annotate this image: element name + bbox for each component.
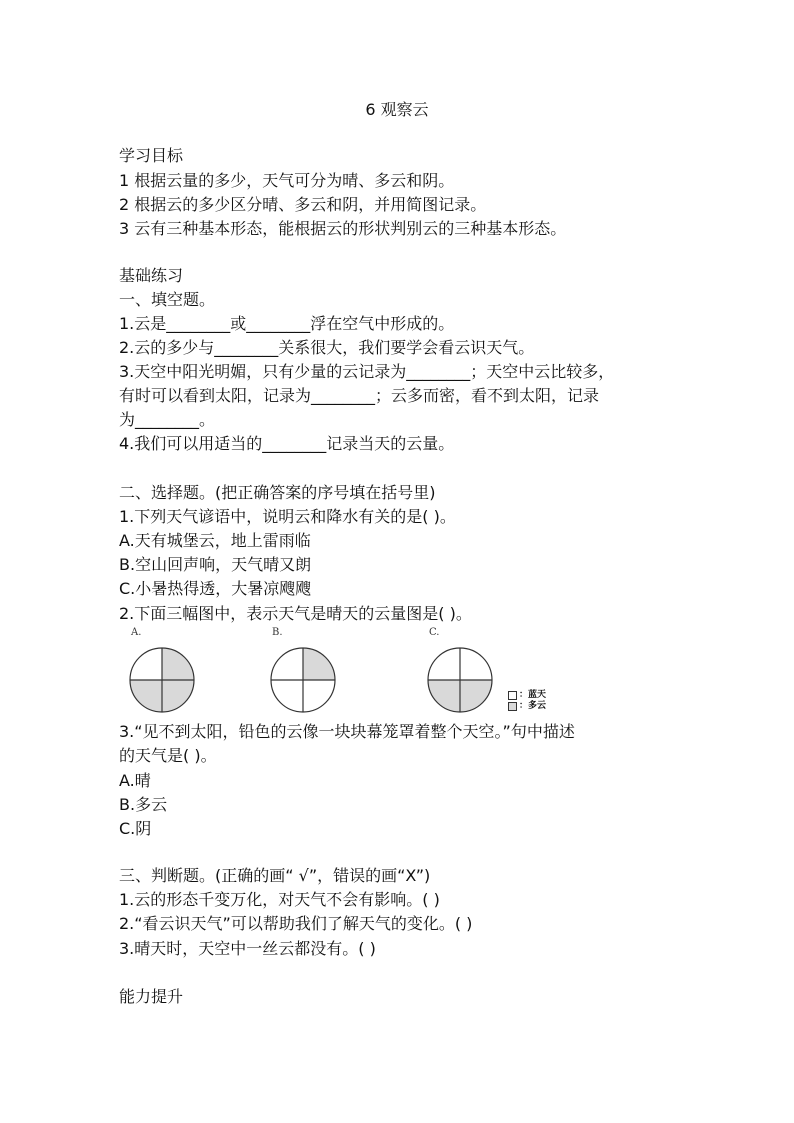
figure-legend: [508, 690, 546, 712]
legend-cloudy: [508, 701, 546, 712]
fill-question-3-line-1: 3.天空中阳光明媚，只有少量的云记录为________；天空中云比较多，: [119, 362, 615, 381]
basic-heading: 基础练习: [119, 266, 184, 285]
choice-q1-option-c: C.小暑热得透，大暑凉飕飕: [119, 579, 312, 598]
fill-question-3-line-2: 有时可以看到太阳，记录为________；云多而密，看不到太阳，记录: [119, 386, 600, 405]
legend-cloudy-label: ：多云: [519, 701, 547, 711]
fill-question-2: 2.云的多少与________关系很大，我们要学会看云识天气。: [119, 338, 535, 357]
goals-heading: 学习目标: [119, 146, 184, 165]
choice-q3-stem-line-2: 的天气是( )。: [119, 746, 217, 765]
legend-blue-sky-label: ：蓝天: [519, 690, 547, 700]
choice-q3-option-c: C.阴: [119, 819, 152, 838]
figure-a-label: A.: [131, 627, 142, 638]
choice-q3-option-b: B.多云: [119, 795, 168, 814]
choice-q2-stem: 2.下面三幅图中，表示天气是晴天的云量图是( )。: [119, 604, 472, 623]
choice-q3-stem-line-1: 3.“见不到太阳，铅色的云像一块块幕笼罩着整个天空。”句中描述: [119, 722, 575, 741]
fill-question-1: 1.云是________或________浮在空气中形成的。: [119, 314, 455, 333]
judge-heading: 三、判断题。(正确的画“ √”，错误的画“X”): [119, 866, 431, 885]
judge-question-3: 3.晴天时，天空中一丝云都没有。( ): [119, 939, 376, 958]
legend-blue-sky: [508, 690, 546, 701]
cloud-figure-c: [426, 646, 494, 714]
page-title: 6 观察云: [365, 100, 429, 119]
judge-question-1: 1.云的形态千变万化，对天气不会有影响。( ): [119, 890, 440, 909]
fill-question-4: 4.我们可以用适当的________记录当天的云量。: [119, 434, 455, 453]
choice-q3-option-a: A.晴: [119, 771, 151, 790]
goal-item-1: 1 根据云量的多少，天气可分为晴、多云和阴。: [119, 171, 455, 190]
cloud-figure-b: [269, 646, 337, 714]
choice-q1-option-b: B.空山回声响，天气晴又朗: [119, 555, 312, 574]
figure-c-label: C.: [429, 627, 440, 638]
figure-b-label: B.: [272, 627, 283, 638]
choice-q1-option-a: A.天有城堡云，地上雷雨临: [119, 531, 311, 550]
goal-item-3: 3 云有三种基本形态，能根据云的形状判别云的三种基本形态。: [119, 219, 567, 238]
cloud-swatch-icon: [508, 702, 517, 711]
choice-heading: 二、选择题。(把正确答案的序号填在括号里): [119, 483, 436, 502]
fill-question-3-line-3: 为________。: [119, 410, 216, 429]
fill-heading: 一、填空题。: [119, 290, 216, 309]
cloud-figure-a: [128, 646, 196, 714]
choice-q1-stem: 1.下列天气谚语中，说明云和降水有关的是( )。: [119, 507, 456, 526]
judge-question-2: 2.“看云识天气”可以帮助我们了解天气的变化。( ): [119, 914, 473, 933]
goal-item-2: 2 根据云的多少区分晴、多云和阴，并用简图记录。: [119, 195, 487, 214]
advanced-heading: 能力提升: [119, 987, 184, 1006]
blue-sky-swatch-icon: [508, 691, 517, 700]
